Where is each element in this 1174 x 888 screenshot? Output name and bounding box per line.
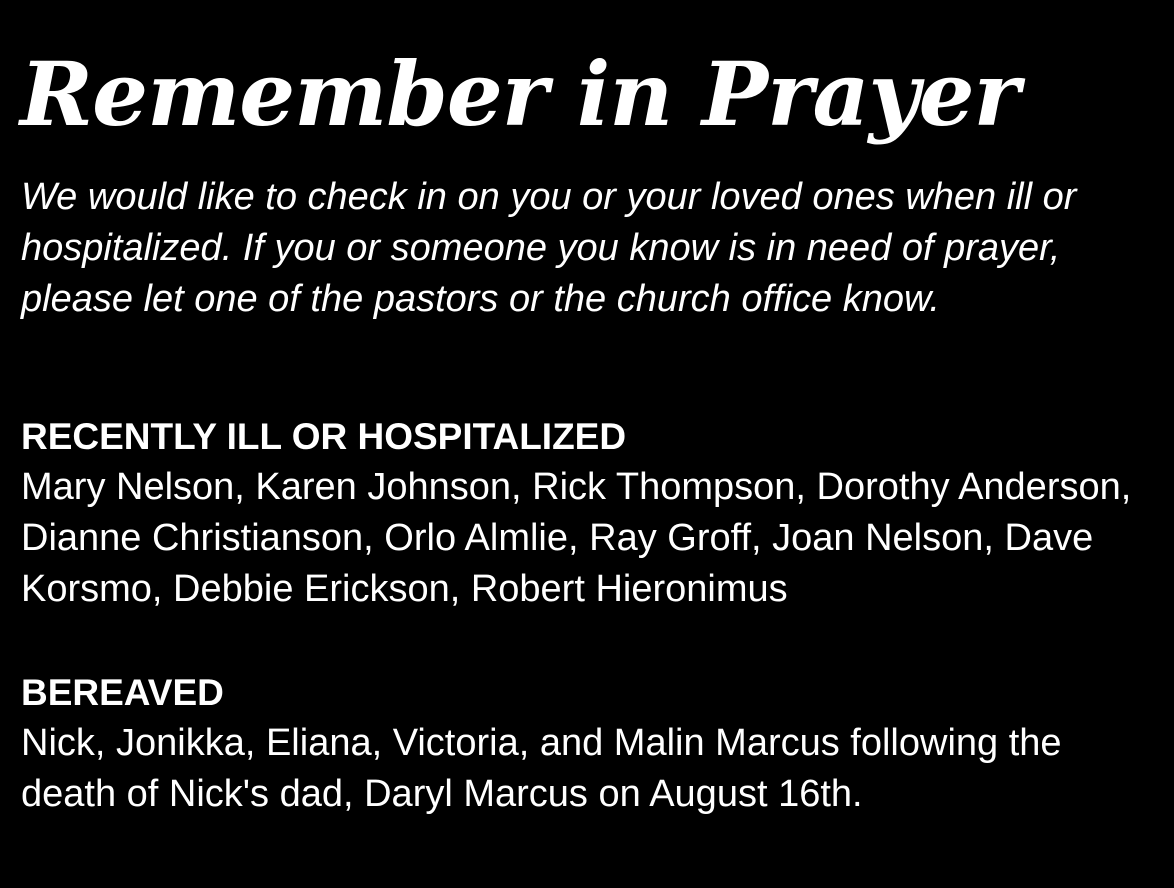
section-heading-ill: RECENTLY ILL OR HOSPITALIZED	[21, 416, 627, 457]
section-body-ill: Mary Nelson, Karen Johnson, Rick Thompson, Dorothy Anderson, Dianne Christianson, Orlo Almlie, Ray Groff, Joan Nelson, Dave Korsmo, Debbie Erickson, Robert Hieronimus	[21, 466, 1132, 610]
section-body-bereaved: Nick, Jonikka, Eliana, Victoria, and Malin Marcus following the death of Nick's dad, Daryl Marcus on August 16th.	[21, 722, 1062, 815]
page-title: Remember in Prayer	[20, 42, 1019, 146]
section-heading-bereaved: BEREAVED	[21, 672, 224, 713]
intro-paragraph: We would like to check in on you or your loved ones when ill or hospitalized. If you or someone you know is in need of prayer, please let one of the pastors or the church office know.	[21, 176, 1077, 320]
